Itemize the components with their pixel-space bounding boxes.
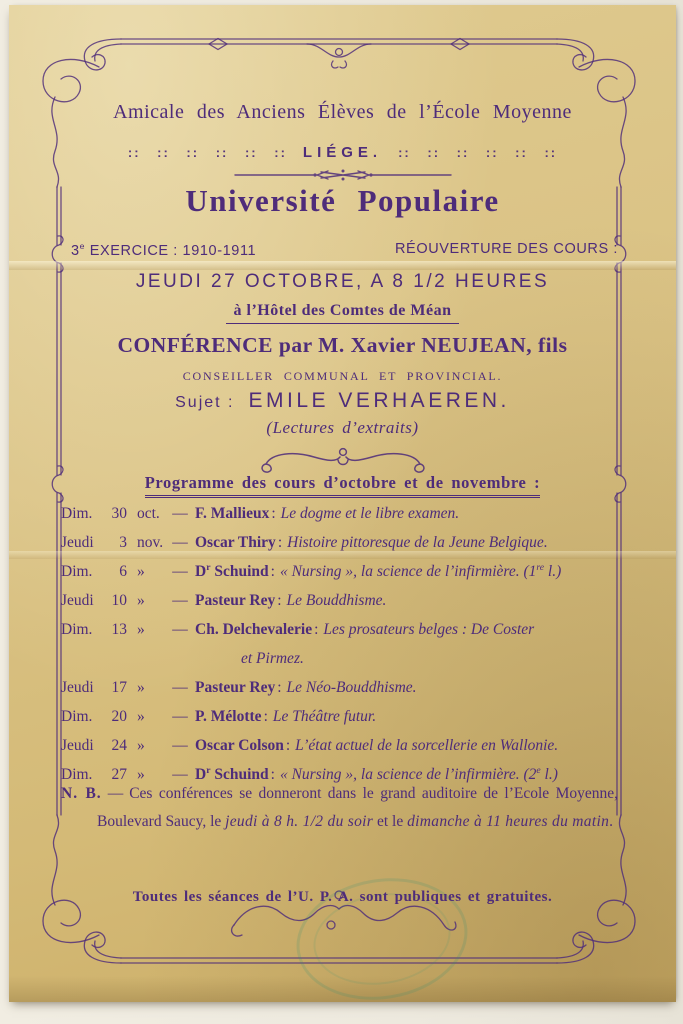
program-item-day: Dim. [61,708,93,725]
program-item-speaker: Pasteur Rey [195,679,276,696]
program-item-dash: — [172,534,188,551]
nb-dash: — [107,785,124,802]
program-item-dash: — [172,766,188,783]
program-item-topic: Le Néo-Bouddhisme. [286,679,417,696]
program-item-dash: — [172,737,188,754]
conference-title: CONFÉRENCE par M. Xavier NEUJEAN, fils [117,333,568,357]
program-item-speaker: Oscar Thiry [195,534,276,551]
program-item-month: » [137,592,145,609]
program-item-day: Jeudi [61,534,94,551]
program-item [61,615,636,673]
exercice-label: 3e EXERCICE : 1910-1911 [71,241,257,259]
program-item-speaker: Pasteur Rey [195,592,276,609]
program-item-month: » [137,708,145,725]
program-item-dash: — [172,505,188,522]
document-paper [9,5,676,1002]
program-item-daynum: 24 [111,737,127,754]
program-item-daynum: 17 [111,679,127,696]
program-item-day: Jeudi [61,592,94,609]
program-item-dash: — [172,679,188,696]
program-item-dash: — [172,708,188,725]
program-item-daynum: 3 [119,534,127,551]
program-item-entry: Oscar Colson : L’état actuel de la sorcellerie en Wallonie. [195,737,559,754]
program-item-entry: $D^r$ Schuind : « Nursing », la science de l’infirmière. (2e l.) [195,764,558,783]
program-item-speaker: Oscar Colson [195,737,284,754]
program-item [61,702,636,731]
program-item-topic: Les prosateurs belges : De Coster [323,621,535,638]
association-name: Amicale des Anciens Élèves de l’École Moyenne [113,101,572,123]
program-item-month: » [137,621,145,638]
program-item-day: Dim. [61,505,93,522]
program-item-topic-continued: et Pirmez. [241,650,304,667]
program-item-month: oct. [137,505,160,522]
session-info-row [71,241,618,259]
subject-row [57,389,628,413]
program-item-topic: Le Théâtre futur. [272,708,377,725]
decorative-dots-right: :: :: :: :: :: :: [398,145,558,160]
program-item-entry: P. Mélotte : Le Théâtre futur. [195,708,377,725]
program-item-daynum: 27 [111,766,127,783]
program-item-entry: Pasteur Rey : Le Néo-Bouddhisme. [195,679,417,696]
program-item-month: » [137,563,145,580]
program-item-month: » [137,766,145,783]
nb-label: N. B. [61,785,102,802]
city-name: LIÉGE. [302,144,383,161]
program-item-speaker: F. Mallieux [195,505,270,522]
nb-note: N. B. — Ces conférences se donneront dans le grand auditoire de l’Ecole Moyenne, Boulevard Saucy, le jeudi à 8 h. 1/2 du soir et le dimanche à 11 heures du matin. [61,785,618,830]
program-item [61,557,636,586]
program-item-day: Dim. [61,766,93,783]
program-item [61,528,636,557]
subject-name: EMILE VERHAEREN. [248,389,510,412]
program-item-entry: $D^r$ Schuind : « Nursing », la science de l’infirmière. (1re l.) [195,561,562,580]
decorative-dots-left: :: :: :: :: :: :: [127,145,287,160]
program-item [61,586,636,615]
subject-note: (Lectures d’extraits) [266,418,419,437]
program-item-topic: « Nursing », la science de l’infirmière. (2e l.) [279,764,558,783]
program-item-entry: F. Mallieux : Le dogme et le libre examen. [195,505,460,522]
reouverture-label: RÉOUVERTURE DES COURS : [394,241,618,257]
program-item-topic: « Nursing », la science de l’infirmière. (1re l.) [279,561,562,580]
program-item-month: » [137,737,145,754]
program-item-speaker: $D^r$ Schuind [195,764,269,783]
program-item-speaker: P. Mélotte [195,708,262,725]
subject-label: Sujet : [175,394,235,411]
program-item-dash: — [172,592,188,609]
program-item-day: Jeudi [61,679,94,696]
program-item-entry: Ch. Delchevalerie : Les prosateurs belges : De Coster et Pirmez. [195,615,636,673]
city-row [57,144,628,161]
program-list [61,499,636,789]
event-venue-row [57,302,628,324]
program-item-month: » [137,679,145,696]
program-item-day: Jeudi [61,737,94,754]
program-item-daynum: 20 [111,708,127,725]
program-item-entry: Oscar Thiry : Histoire pittoresque de la Jeune Belgique. [195,534,548,551]
program-item-topic: L’état actuel de la sorcellerie en Wallonie. [295,737,559,754]
program-item [61,499,636,528]
program-item-speaker: Ch. Delchevalerie [195,621,313,638]
program-item-dash: — [172,621,188,638]
program-item [61,731,636,760]
program-item-topic: Le Bouddhisme. [286,592,387,609]
program-item-month: nov. [137,534,164,551]
program-item-topic: Histoire pittoresque de la Jeune Belgique. [287,534,548,551]
program-item-dash: — [172,563,188,580]
page-title: Université Populaire [185,183,500,218]
event-datetime: JEUDI 27 OCTOBRE, A 8 1/2 HEURES [135,271,550,292]
program-item-day: Dim. [61,621,93,638]
program-heading-row [57,473,628,498]
program-item-day: Dim. [61,563,93,580]
event-venue: à l’Hôtel des Comtes de Méan [226,302,460,324]
program-item-daynum: 10 [111,592,127,609]
speaker-title: CONSEILLER COMMUNAL ET PROVINCIAL. [182,369,503,383]
program-item-daynum: 6 [119,563,127,580]
footer-note: Toutes les séances de l’U. P. A. sont publiques et gratuites. [132,889,553,905]
program-item-speaker: $D^r$ Schuind [195,561,269,580]
program-item-entry: Pasteur Rey : Le Bouddhisme. [195,592,387,609]
program-item-topic: Le dogme et le libre examen. [280,505,460,522]
program-item [61,673,636,702]
program-item-daynum: 13 [111,621,127,638]
program-heading: Programme des cours d’octobre et de novembre : [145,473,540,498]
program-item-daynum: 30 [111,505,127,522]
